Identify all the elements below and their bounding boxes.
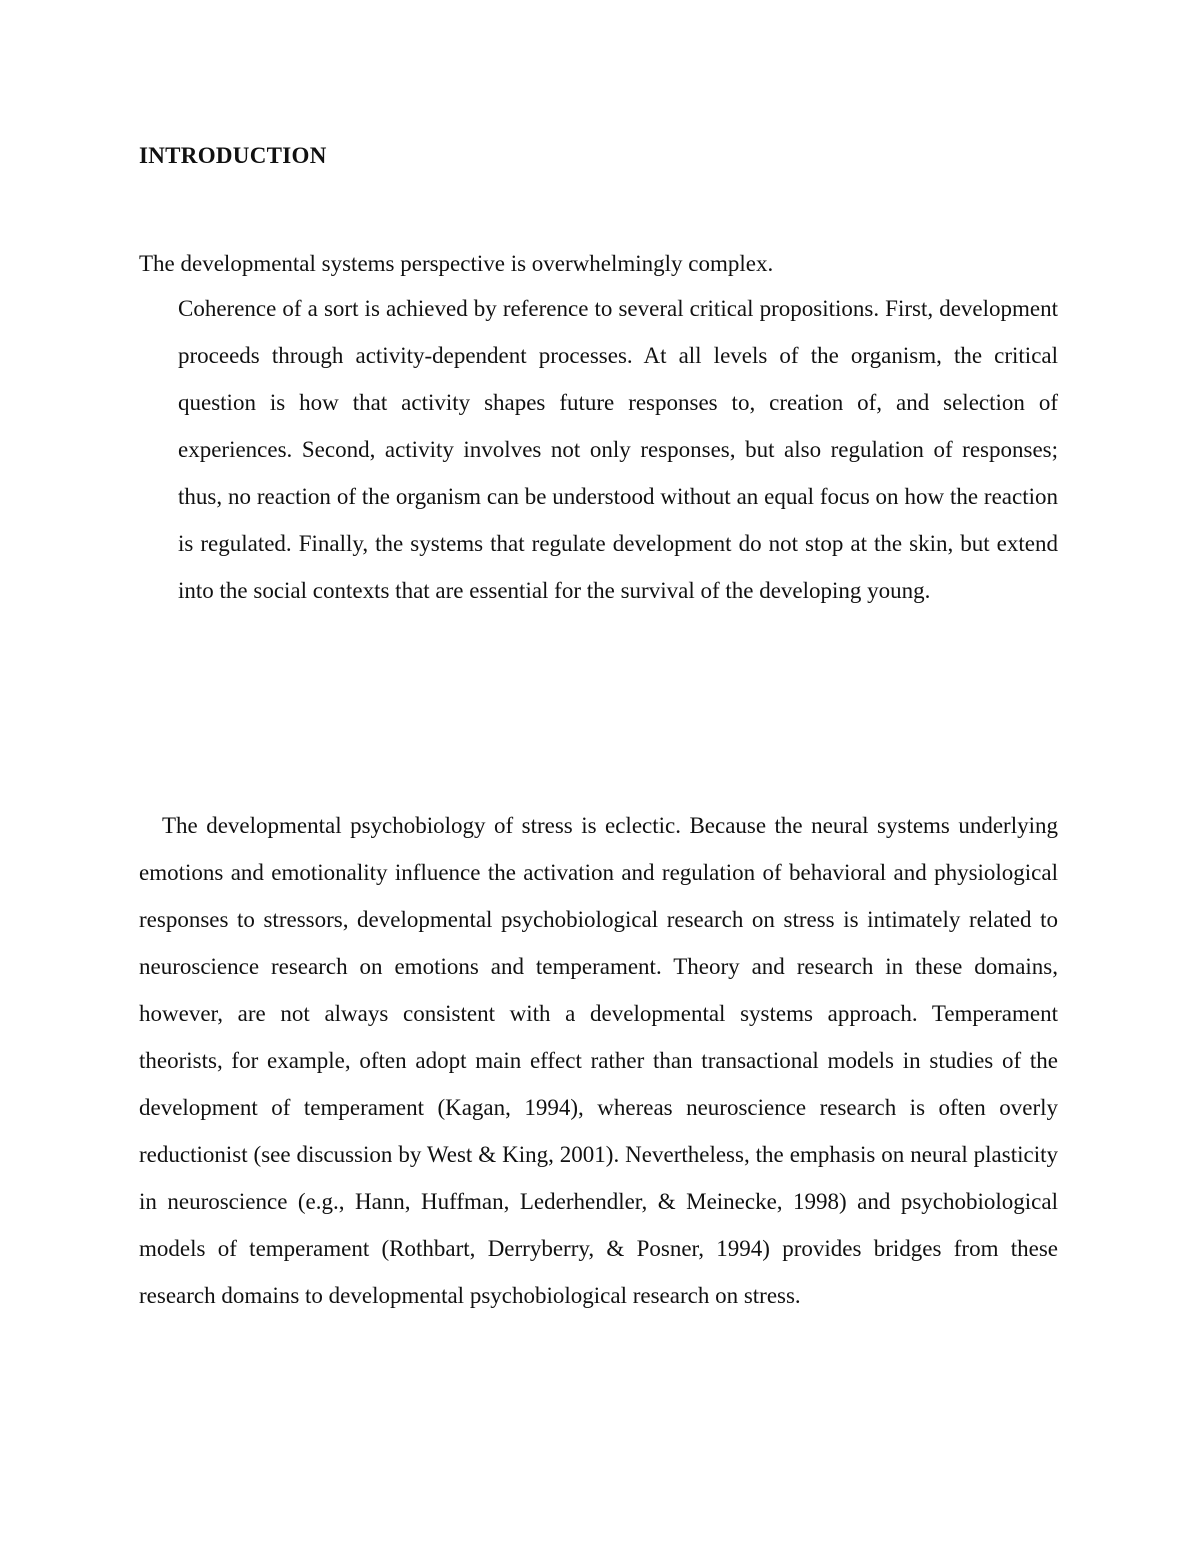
page-title: INTRODUCTION [139, 143, 327, 168]
body-paragraph: The developmental psychobiology of stress is eclectic. Because the neural systems underlying emotions and emotionality influence the activation and regulation of behavioral and physiological responses to stressors, developmental psychobiological research on stress is intimately related to neuroscience research on emotions and temperament. Theory and research in these domains, however, are not always consistent with a developmental systems approach. Temperament theorists, for example, often adopt main effect rather than transactional models in studies of the development of temperament (Kagan, 1994), whereas neuroscience research is often overly reductionist (see discussion by West & King, 2001). Nevertheless, the emphasis on neural plasticity in neuroscience (e.g., Hann, Huffman, Lederhendler, & Meinecke, 1998) and psychobiological models of temperament (Rothbart, Derryberry, & Posner, 1994) provides bridges from these research domains to developmental psychobiological research on stress. [139, 813, 1058, 1308]
indented-block-paragraph: Coherence of a sort is achieved by reference to several critical propositions. First, development proceeds through activity-dependent processes. At all levels of the organism, the critical question is how that activity shapes future responses to, creation of, and selection of experiences. Second, activity involves not only responses, but also regulation of responses; thus, no reaction of the organism can be understood without an equal focus on how the reaction is regulated. Finally, the systems that regulate development do not stop at the skin, but extend into the social contexts that are essential for the survival of the developing young. [178, 296, 1058, 603]
lead-sentence: The developmental systems perspective is overwhelmingly complex. [139, 251, 774, 276]
